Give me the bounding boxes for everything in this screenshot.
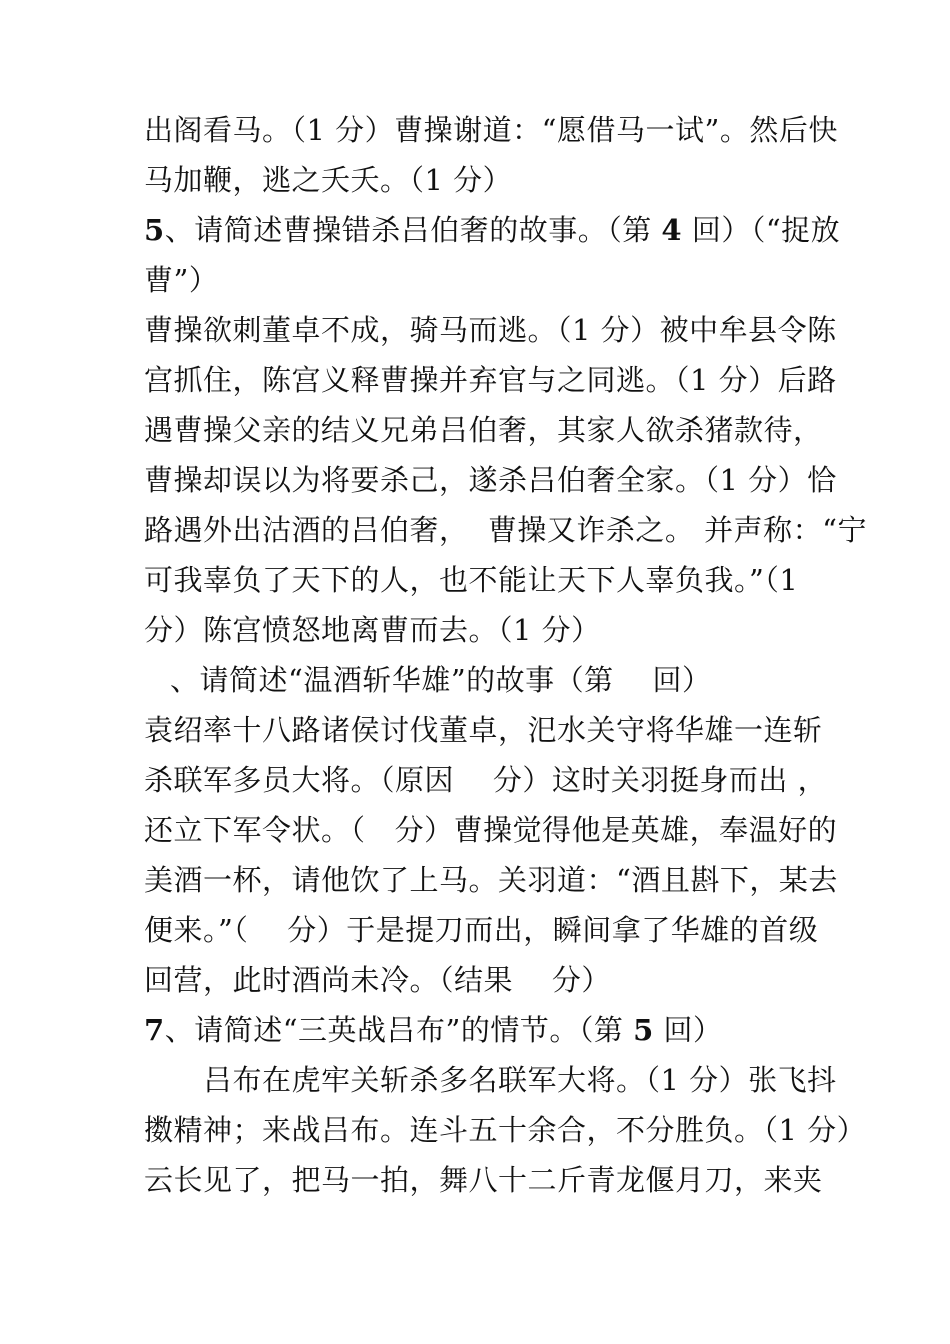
text-line: 路遇外出沽酒的吕伯奢， 曹操又诈杀之。 并声称：“宁 — [144, 513, 867, 547]
question-heading — [144, 1010, 824, 1050]
text-line: 出阁看马。（1 分）曹操谢道：“愿借马一试”。然后快 — [144, 113, 838, 147]
text-line: 分）陈宫愤怒地离曹而去。（1 分） — [144, 613, 601, 647]
question-number: 7 — [144, 1013, 165, 1047]
question-heading — [144, 210, 841, 250]
text-line: 宫抓住，陈宫义释曹操并弃官与之同逃。（1 分）后路 — [144, 363, 837, 397]
text-line: 云长见了，把马一拍，舞八十二斤青龙偃月刀，来夹 — [144, 1163, 823, 1197]
text-line: 还立下军令状。（ 分）曹操觉得他是英雄，奉温好的 — [144, 813, 838, 847]
text-line: 杀联军多员大将。（原因 分）这时关羽挺身而出 ， — [144, 763, 828, 797]
text-line: 遇曹操父亲的结义兄弟吕伯奢，其家人欲杀猪款待， — [144, 413, 823, 447]
chapter-number: 4 — [661, 213, 683, 247]
text-line: 回营，此时酒尚未冷。（结果 分） — [144, 963, 611, 997]
text-line: 袁绍率十八路诸侯讨伐董卓，汜水关守将华雄一连斩 — [144, 713, 823, 747]
question-number: 5 — [144, 213, 165, 247]
question-text: 、请简述“三英战吕布”的情节。（第 — [164, 1013, 634, 1047]
text-line: 马加鞭，逃之夭夭。（1 分） — [144, 163, 513, 197]
text-line: 可我辜负了天下的人，也不能让天下人辜负我。”（1 — [144, 563, 799, 597]
question-text-tail: 回）（“捉放 — [682, 213, 841, 247]
text-line: 便来。”（ 分）于是提刀而出，瞬间拿了华雄的首级 — [144, 913, 819, 947]
text-line: 曹操欲刺董卓不成，骑马而逃。（1 分）被中牟县令陈 — [144, 313, 837, 347]
text-line: 曹操却误以为将要杀己，遂杀吕伯奢全家。（1 分）恰 — [144, 463, 837, 497]
text-line: 吕布在虎牢关斩杀多名联军大将。（1 分）张飞抖 — [203, 1063, 837, 1097]
text-line: 擞精神；来战吕布。连斗五十余合，不分胜负。（1 分） — [144, 1113, 867, 1147]
text-line: 美酒一杯，请他饮了上马。关羽道：“酒且斟下，某去 — [144, 863, 838, 897]
question-text: 、请简述曹操错杀吕伯奢的故事。（第 — [164, 213, 662, 247]
question-heading: 、请简述“温酒斩华雄”的故事（第 回） — [170, 663, 712, 697]
question-text-tail: 回） — [653, 1013, 723, 1047]
chapter-number: 5 — [633, 1013, 654, 1047]
text-line: 曹”） — [144, 263, 219, 297]
